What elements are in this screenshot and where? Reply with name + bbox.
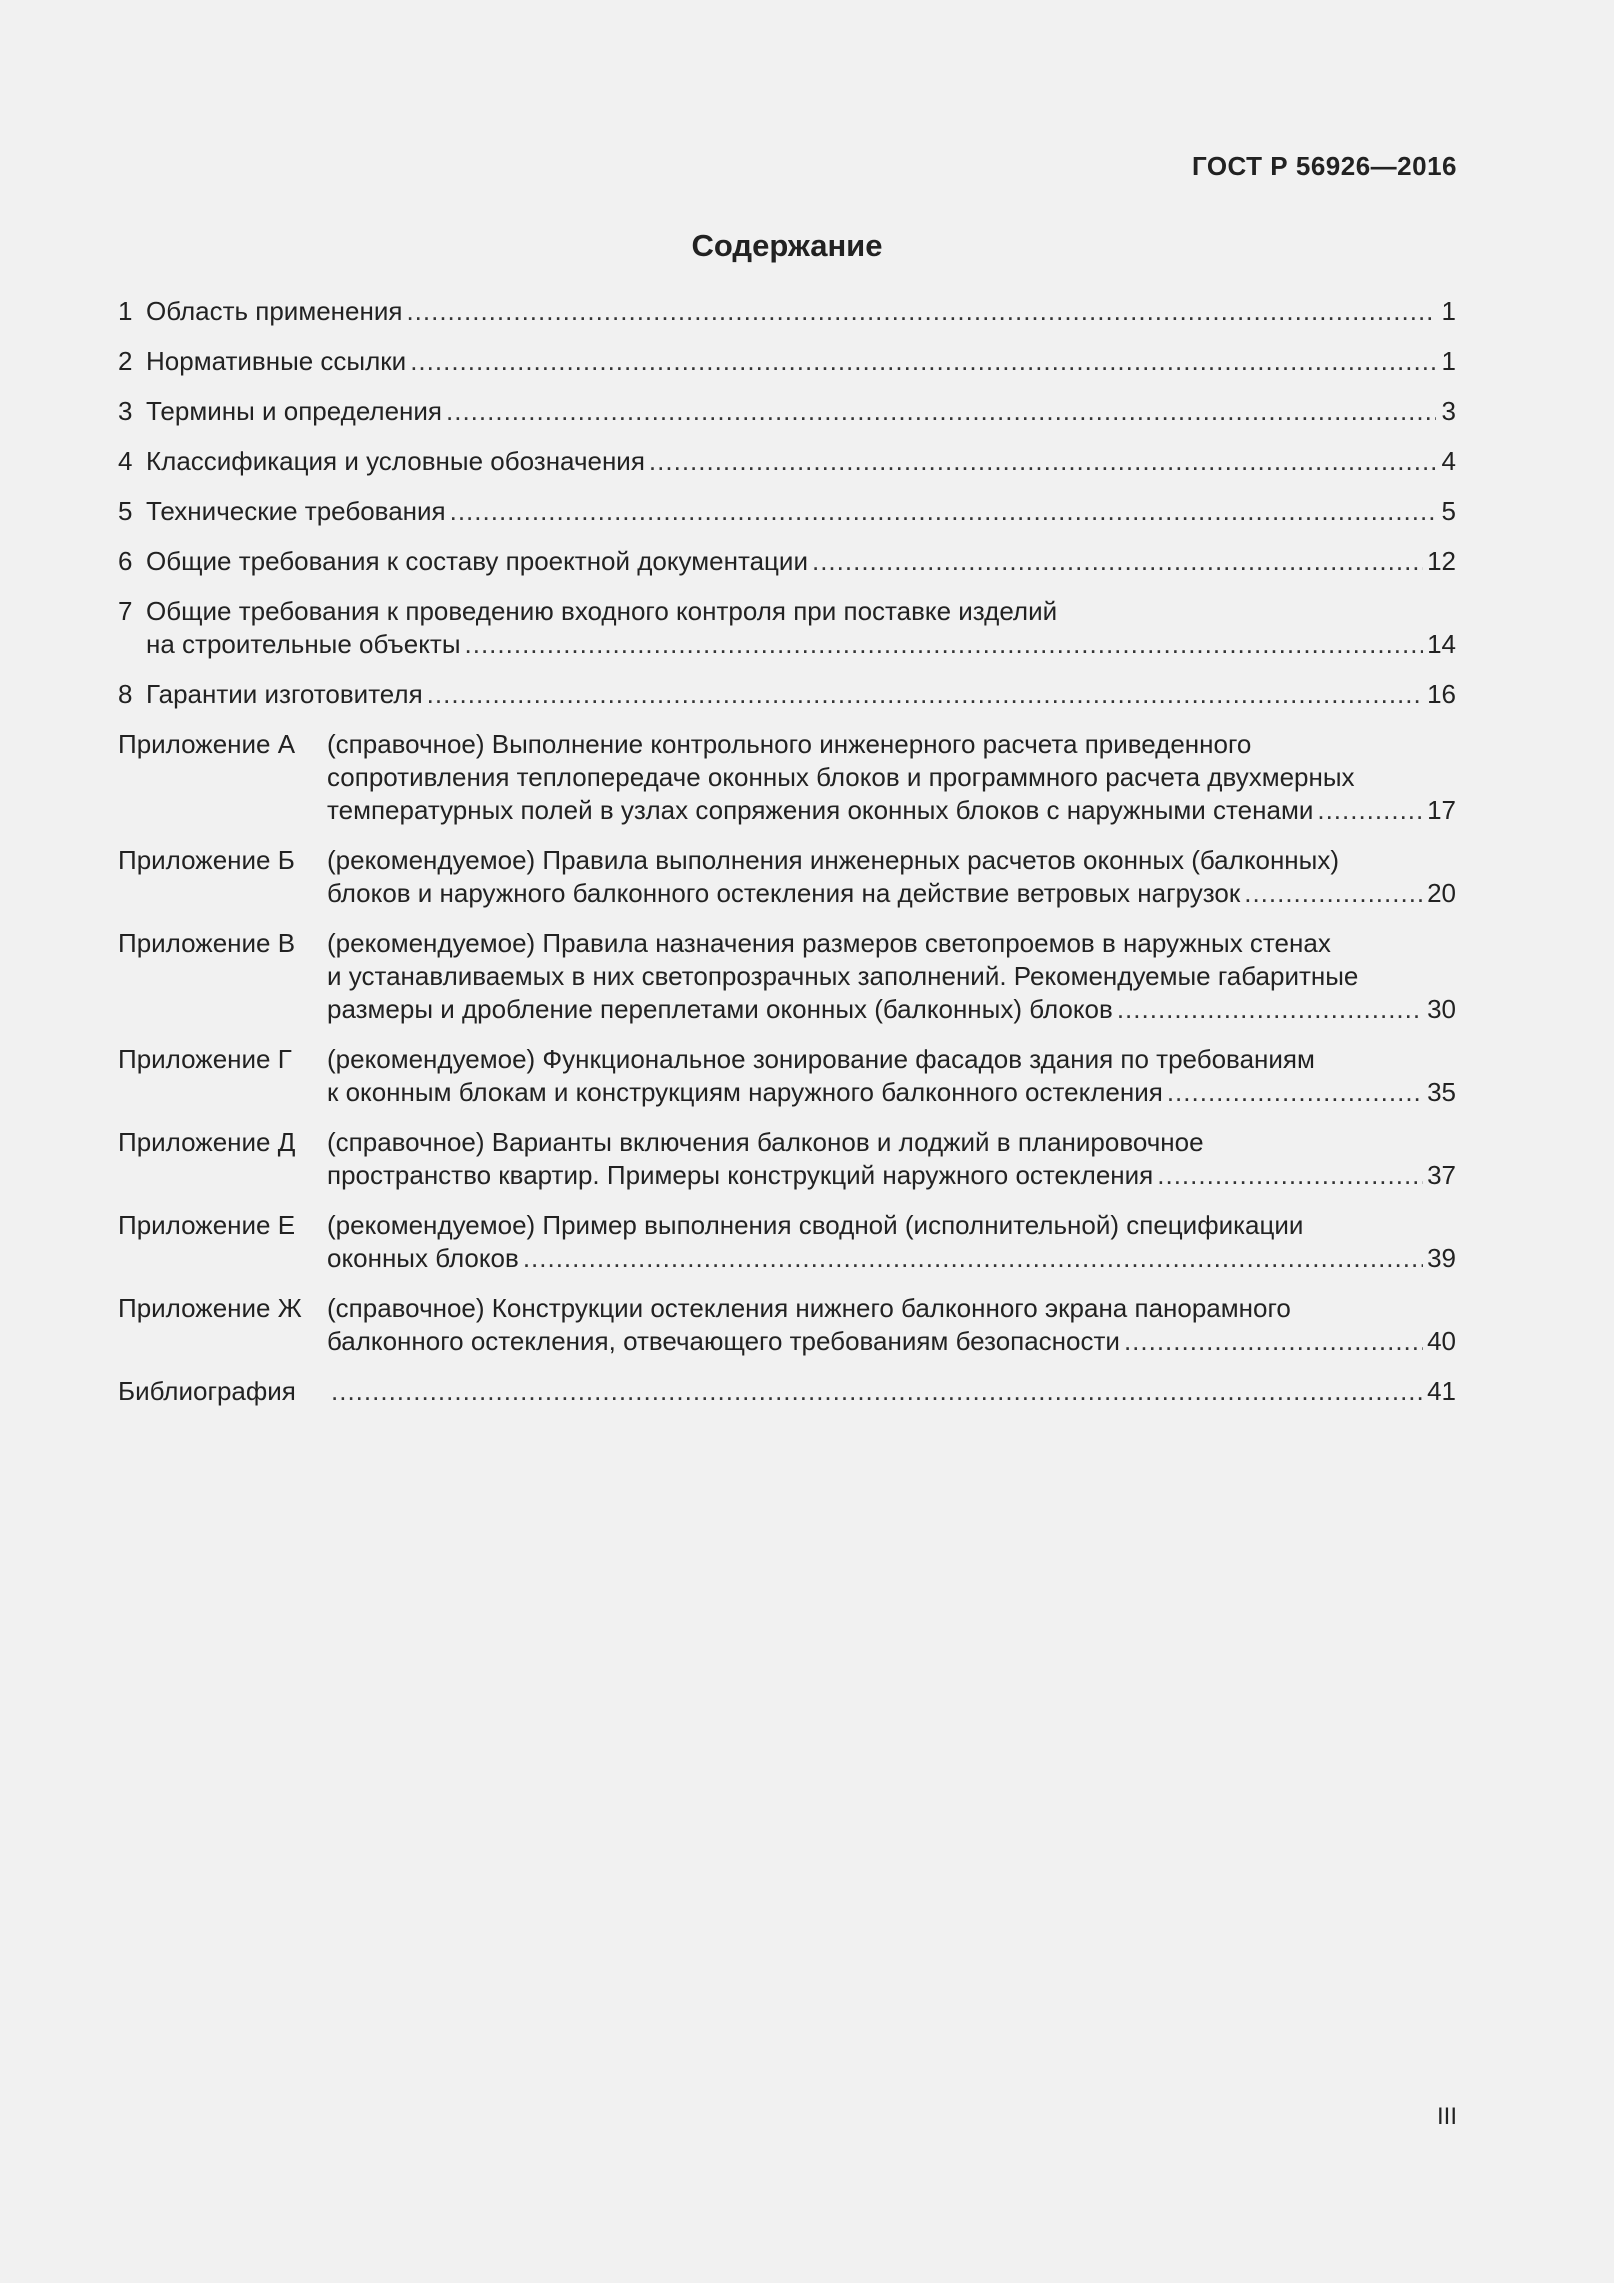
toc-entry-section-2[interactable] [118, 345, 1456, 378]
toc-entry-section-6[interactable] [118, 545, 1456, 578]
page-reference: 5 [1441, 496, 1456, 526]
page-reference: 30 [1427, 994, 1456, 1024]
page-reference: 17 [1427, 795, 1456, 825]
page-reference: 12 [1427, 546, 1456, 576]
bibliography-label: Библиография [118, 1376, 296, 1406]
page-reference: 16 [1427, 679, 1456, 709]
toc-entry-appendix-a[interactable] [118, 728, 1456, 827]
toc-entry-bibliography[interactable] [118, 1375, 1456, 1408]
dot-leader [406, 295, 1436, 328]
appendix-label: Приложение Е [118, 1210, 296, 1240]
dot-leader [450, 495, 1436, 528]
appendix-title: (рекомендуемое) Пример выполнения сводной (исполнительной) спецификации [327, 1210, 1304, 1240]
dot-leader [1157, 1159, 1423, 1192]
section-number: 5 [118, 496, 133, 526]
toc-entry-section-4[interactable] [118, 445, 1456, 478]
section-title: Технические требования [146, 496, 446, 526]
appendix-label: Приложение Д [118, 1127, 296, 1157]
toc-entry-section-5[interactable] [118, 495, 1456, 528]
toc-entry-appendix-v[interactable] [118, 927, 1456, 1026]
dot-leader [465, 628, 1424, 661]
toc-entry-appendix-zh[interactable] [118, 1292, 1456, 1358]
dot-leader [1317, 794, 1423, 827]
page-reference: 14 [1427, 629, 1456, 659]
section-number: 2 [118, 346, 133, 376]
appendix-title-continued: и устанавливаемых в них светопрозрачных заполнений. Рекомендуемые габаритные [327, 961, 1359, 991]
section-number: 7 [118, 596, 133, 626]
dot-leader [649, 445, 1436, 478]
dot-leader [1117, 993, 1423, 1026]
appendix-label: Приложение Ж [118, 1293, 302, 1323]
appendix-title-continued: размеры и дробление переплетами оконных (балконных) блоков [327, 994, 1113, 1024]
section-title: Нормативные ссылки [146, 346, 407, 376]
section-title: Область применения [146, 296, 403, 326]
document-code: ГОСТ Р 56926—2016 [1191, 151, 1457, 181]
page-reference: 1 [1441, 296, 1456, 326]
appendix-label: Приложение Г [118, 1044, 292, 1074]
appendix-title: (рекомендуемое) Правила назначения размеров светопроемов в наружных стенах [327, 928, 1331, 958]
page-title: Содержание [691, 228, 883, 263]
page-reference: 40 [1427, 1326, 1456, 1356]
appendix-title: (рекомендуемое) Функциональное зонирование фасадов здания по требованиям [327, 1044, 1315, 1074]
section-title: Общие требования к проведению входного контроля при поставке изделий [146, 596, 1058, 626]
page-reference: 37 [1427, 1160, 1456, 1190]
appendix-title-continued: оконных блоков [327, 1243, 519, 1273]
appendix-title-continued: пространство квартир. Примеры конструкций наружного остекления [327, 1160, 1154, 1190]
appendix-label: Приложение Б [118, 845, 295, 875]
toc-entry-section-8[interactable] [118, 678, 1456, 711]
page-reference: 3 [1441, 396, 1456, 426]
appendix-label: Приложение В [118, 928, 296, 958]
section-title: Гарантии изготовителя [146, 679, 423, 709]
page-reference: 1 [1441, 346, 1456, 376]
page-reference: 20 [1427, 878, 1456, 908]
section-title: Термины и определения [146, 396, 443, 426]
toc-entry-section-1[interactable] [118, 295, 1456, 328]
section-number: 4 [118, 446, 133, 476]
appendix-title-continued: блоков и наружного балконного остекления на действие ветровых нагрузок [327, 878, 1241, 908]
section-number: 6 [118, 546, 133, 576]
appendix-title: (справочное) Варианты включения балконов и лоджий в планировочное [327, 1127, 1204, 1157]
dot-leader [446, 395, 1436, 428]
toc-entry-appendix-b[interactable] [118, 844, 1456, 910]
appendix-title-continued: температурных полей в узлах сопряжения оконных блоков с наружными стенами [327, 795, 1314, 825]
section-number: 1 [118, 296, 133, 326]
dot-leader [427, 678, 1423, 711]
appendix-title: (справочное) Конструкции остекления нижнего балконного экрана панорамного [327, 1293, 1291, 1323]
toc-entry-appendix-g[interactable] [118, 1043, 1456, 1109]
section-title-continued: на строительные объекты [146, 629, 461, 659]
page-number: III [1436, 2103, 1457, 2130]
appendix-title: (рекомендуемое) Правила выполнения инженерных расчетов оконных (балконных) [327, 845, 1340, 875]
page-reference: 41 [1427, 1376, 1456, 1406]
dot-leader [1244, 877, 1423, 910]
toc-entry-section-3[interactable] [118, 395, 1456, 428]
page-reference: 35 [1427, 1077, 1456, 1107]
toc-entry-appendix-d[interactable] [118, 1126, 1456, 1192]
section-title: Классификация и условные обозначения [146, 446, 645, 476]
appendix-label: Приложение А [118, 729, 296, 759]
toc-entry-section-7[interactable] [118, 595, 1456, 661]
section-title: Общие требования к составу проектной документации [146, 546, 808, 576]
dot-leader [331, 1375, 1423, 1408]
dot-leader [1167, 1076, 1423, 1109]
toc-entry-appendix-e[interactable] [118, 1209, 1456, 1275]
appendix-title: (справочное) Выполнение контрольного инженерного расчета приведенного [327, 729, 1252, 759]
section-number: 8 [118, 679, 133, 709]
appendix-title-continued: к оконным блокам и конструкциям наружного балконного остекления [327, 1077, 1163, 1107]
page-reference: 4 [1441, 446, 1456, 476]
dot-leader [523, 1242, 1423, 1275]
dot-leader [410, 345, 1436, 378]
page-reference: 39 [1427, 1243, 1456, 1273]
dot-leader [812, 545, 1423, 578]
appendix-title-continued: балконного остекления, отвечающего требованиям безопасности [327, 1326, 1120, 1356]
section-number: 3 [118, 396, 133, 426]
appendix-title-continued: сопротивления теплопередаче оконных блоков и программного расчета двухмерных [327, 762, 1355, 792]
dot-leader [1124, 1325, 1423, 1358]
